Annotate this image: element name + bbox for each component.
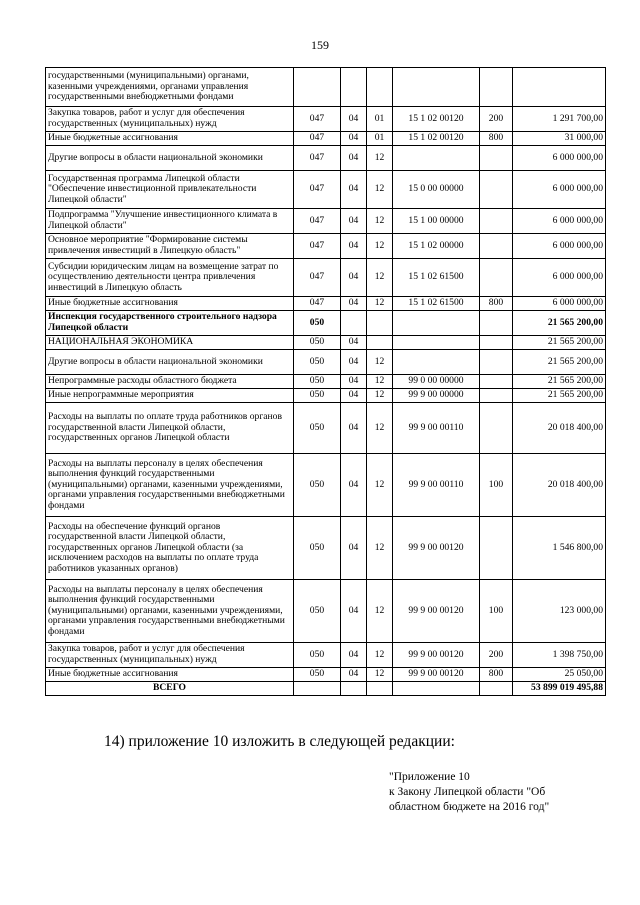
empty-cell (367, 682, 393, 696)
expense-name-cell: Иные бюджетные ассигнования (46, 297, 294, 311)
subsection-code-cell: 12 (367, 403, 393, 454)
expense-type-cell: 800 (480, 132, 513, 146)
subsection-code-cell: 12 (367, 389, 393, 403)
table-row (46, 580, 606, 643)
amount-cell: 21 565 200,00 (513, 375, 606, 389)
section-code-cell: 04 (341, 146, 367, 171)
admin-code-cell: 050 (294, 668, 341, 682)
section-code-cell: 04 (341, 171, 367, 209)
expense-name-cell: Расходы на выплаты персоналу в целях обеспечения выполнения функций государственными (муниципальными) органами, казенными учреждениями, органами управления государственными внебюджетными фондами (46, 454, 294, 517)
amount-cell: 31 000,00 (513, 132, 606, 146)
section-code-cell: 04 (341, 580, 367, 643)
expense-type-cell (480, 311, 513, 336)
subsection-code-cell (367, 311, 393, 336)
amount-cell: 1 291 700,00 (513, 107, 606, 132)
expense-name-cell: Субсидии юридическим лицам на возмещение затрат по осуществлению деятельности центра привлечения инвестиций в Липецкую область (46, 259, 294, 297)
expense-name-cell: Основное мероприятие "Формирование системы привлечения инвестиций в Липецкую область" (46, 234, 294, 259)
section-code-cell: 04 (341, 389, 367, 403)
target-article-cell: 99 9 00 00120 (393, 517, 480, 580)
admin-code-cell: 050 (294, 517, 341, 580)
subsection-code-cell: 12 (367, 297, 393, 311)
expense-name-cell: Закупка товаров, работ и услуг для обеспечения государственных (муниципальных) нужд (46, 107, 294, 132)
section-code-cell: 04 (341, 668, 367, 682)
table-row (46, 68, 606, 107)
empty-cell (393, 682, 480, 696)
expense-type-cell (480, 375, 513, 389)
section-code-cell: 04 (341, 336, 367, 350)
subsection-code-cell: 12 (367, 171, 393, 209)
amount-cell: 21 565 200,00 (513, 311, 606, 336)
expense-name-cell: Иные бюджетные ассигнования (46, 668, 294, 682)
expense-type-cell (480, 234, 513, 259)
section-code-cell: 04 (341, 517, 367, 580)
table-row (46, 403, 606, 454)
amount-cell (513, 68, 606, 107)
admin-code-cell: 047 (294, 132, 341, 146)
expense-name-cell: Расходы на выплаты персоналу в целях обеспечения выполнения функций государственными (муниципальными) органами, казенными учреждениями, органами управления государственными внебюджетными фондами (46, 580, 294, 643)
target-article-cell: 99 9 00 00110 (393, 454, 480, 517)
table-row (46, 668, 606, 682)
expense-name-cell: Расходы на выплаты по оплате труда работников органов государственной власти Липецкой области, государственных органов Липецкой области (46, 403, 294, 454)
table-row (46, 107, 606, 132)
expense-type-cell: 800 (480, 297, 513, 311)
appendix-note-line-2: к Закону Липецкой области "Об (389, 786, 546, 798)
expense-name-cell: Другие вопросы в области национальной экономики (46, 350, 294, 375)
table-row (46, 209, 606, 234)
section-code-cell: 04 (341, 454, 367, 517)
section-code-cell: 04 (341, 132, 367, 146)
amount-cell: 21 565 200,00 (513, 350, 606, 375)
section-code-cell: 04 (341, 209, 367, 234)
subsection-code-cell (367, 68, 393, 107)
subsection-code-cell: 12 (367, 375, 393, 389)
table-row (46, 311, 606, 336)
amount-cell: 6 000 000,00 (513, 146, 606, 171)
section-code-cell: 04 (341, 375, 367, 389)
subsection-code-cell: 12 (367, 668, 393, 682)
amount-cell: 21 565 200,00 (513, 389, 606, 403)
admin-code-cell: 047 (294, 146, 341, 171)
table-row (46, 517, 606, 580)
admin-code-cell: 050 (294, 454, 341, 517)
target-article-cell (393, 146, 480, 171)
admin-code-cell: 050 (294, 375, 341, 389)
appendix-note-line-1: "Приложение 10 (389, 771, 470, 783)
section-code-cell (341, 68, 367, 107)
table-row (46, 643, 606, 668)
admin-code-cell (294, 68, 341, 107)
target-article-cell: 99 9 00 00110 (393, 403, 480, 454)
subsection-code-cell: 12 (367, 454, 393, 517)
subsection-code-cell: 12 (367, 643, 393, 668)
table-row (46, 389, 606, 403)
table-row (46, 336, 606, 350)
appendix-note (389, 770, 549, 815)
expense-name-cell: Подпрограмма "Улучшение инвестиционного климата в Липецкой области" (46, 209, 294, 234)
table-row (46, 171, 606, 209)
target-article-cell: 15 1 02 00120 (393, 107, 480, 132)
expense-type-cell (480, 146, 513, 171)
admin-code-cell: 047 (294, 234, 341, 259)
expense-type-cell (480, 350, 513, 375)
expense-name-cell: Другие вопросы в области национальной экономики (46, 146, 294, 171)
expense-type-cell (480, 403, 513, 454)
amount-cell: 6 000 000,00 (513, 209, 606, 234)
target-article-cell: 15 1 02 61500 (393, 297, 480, 311)
subsection-code-cell: 01 (367, 107, 393, 132)
admin-code-cell: 047 (294, 171, 341, 209)
target-article-cell: 99 9 00 00120 (393, 668, 480, 682)
table-row (46, 350, 606, 375)
target-article-cell: 15 1 02 61500 (393, 259, 480, 297)
target-article-cell: 99 9 00 00120 (393, 580, 480, 643)
expense-type-cell (480, 171, 513, 209)
amount-cell: 6 000 000,00 (513, 234, 606, 259)
expense-name-cell: Расходы на обеспечение функций органов государственной власти Липецкой области, государственных органов Липецкой области (за исключением расходов на выплаты по оплате труда работников указанных органов) (46, 517, 294, 580)
expense-name-cell: Непрограммные расходы областного бюджета (46, 375, 294, 389)
expense-type-cell: 200 (480, 107, 513, 132)
table-row (46, 146, 606, 171)
subsection-code-cell: 12 (367, 146, 393, 171)
admin-code-cell: 050 (294, 336, 341, 350)
amount-cell: 21 565 200,00 (513, 336, 606, 350)
subsection-code-cell: 12 (367, 234, 393, 259)
expense-name-cell: Иные бюджетные ассигнования (46, 132, 294, 146)
total-amount: 53 899 019 495,88 (513, 682, 606, 696)
target-article-cell: 15 1 02 00120 (393, 132, 480, 146)
amount-cell: 6 000 000,00 (513, 259, 606, 297)
expense-name-cell: Государственная программа Липецкой области "Обеспечение инвестиционной привлекательности Липецкой области" (46, 171, 294, 209)
expense-type-cell (480, 209, 513, 234)
expense-type-cell: 800 (480, 668, 513, 682)
table-row (46, 132, 606, 146)
admin-code-cell: 050 (294, 403, 341, 454)
expense-type-cell (480, 517, 513, 580)
budget-table (45, 67, 606, 696)
amount-cell: 6 000 000,00 (513, 171, 606, 209)
target-article-cell: 15 1 02 00000 (393, 234, 480, 259)
expense-type-cell: 100 (480, 454, 513, 517)
expense-name-cell: Закупка товаров, работ и услуг для обеспечения государственных (муниципальных) нужд (46, 643, 294, 668)
expense-name-cell: Инспекция государственного строительного надзора Липецкой области (46, 311, 294, 336)
subsection-code-cell: 01 (367, 132, 393, 146)
target-article-cell: 99 0 00 00000 (393, 375, 480, 389)
section-code-cell: 04 (341, 350, 367, 375)
budget-table-body (46, 68, 606, 696)
target-article-cell (393, 350, 480, 375)
section-code-cell: 04 (341, 643, 367, 668)
empty-cell (480, 682, 513, 696)
target-article-cell (393, 336, 480, 350)
expense-name-cell: Иные непрограммные мероприятия (46, 389, 294, 403)
admin-code-cell: 050 (294, 389, 341, 403)
empty-cell (294, 682, 341, 696)
expense-type-cell (480, 336, 513, 350)
empty-cell (341, 682, 367, 696)
table-row (46, 259, 606, 297)
target-article-cell: 15 0 00 00000 (393, 171, 480, 209)
section-code-cell: 04 (341, 403, 367, 454)
target-article-cell: 99 9 00 00000 (393, 389, 480, 403)
amount-cell: 20 018 400,00 (513, 454, 606, 517)
expense-type-cell: 100 (480, 580, 513, 643)
target-article-cell (393, 311, 480, 336)
amount-cell: 6 000 000,00 (513, 297, 606, 311)
expense-type-cell (480, 389, 513, 403)
expense-type-cell (480, 259, 513, 297)
expense-name-cell: НАЦИОНАЛЬНАЯ ЭКОНОМИКА (46, 336, 294, 350)
table-row (46, 454, 606, 517)
total-row (46, 682, 606, 696)
subsection-code-cell (367, 336, 393, 350)
target-article-cell: 99 9 00 00120 (393, 643, 480, 668)
appendix-note-line-3: областном бюджете на 2016 год" (389, 801, 550, 813)
subsection-code-cell: 12 (367, 259, 393, 297)
amount-cell: 20 018 400,00 (513, 403, 606, 454)
table-row (46, 375, 606, 389)
section-code-cell: 04 (341, 234, 367, 259)
expense-name-cell: государственными (муниципальными) органами, казенными учреждениями, органами управления государственными внебюджетными фондами (46, 68, 294, 107)
admin-code-cell: 050 (294, 311, 341, 336)
admin-code-cell: 047 (294, 107, 341, 132)
admin-code-cell: 050 (294, 580, 341, 643)
subsection-code-cell: 12 (367, 517, 393, 580)
section-code-cell: 04 (341, 297, 367, 311)
admin-code-cell: 047 (294, 259, 341, 297)
subsection-code-cell: 12 (367, 580, 393, 643)
amount-cell: 1 546 800,00 (513, 517, 606, 580)
admin-code-cell: 047 (294, 297, 341, 311)
amendment-item-14: 14) приложение 10 изложить в следующей редакции: (104, 733, 455, 750)
section-code-cell: 04 (341, 259, 367, 297)
section-code-cell (341, 311, 367, 336)
page-number: 159 (311, 38, 329, 52)
amount-cell: 25 050,00 (513, 668, 606, 682)
amount-cell: 1 398 750,00 (513, 643, 606, 668)
table-row (46, 297, 606, 311)
subsection-code-cell: 12 (367, 350, 393, 375)
target-article-cell: 15 1 00 00000 (393, 209, 480, 234)
total-label: ВСЕГО (46, 682, 294, 696)
expense-type-cell (480, 68, 513, 107)
subsection-code-cell: 12 (367, 209, 393, 234)
target-article-cell (393, 68, 480, 107)
admin-code-cell: 050 (294, 350, 341, 375)
table-row (46, 234, 606, 259)
admin-code-cell: 050 (294, 643, 341, 668)
section-code-cell: 04 (341, 107, 367, 132)
admin-code-cell: 047 (294, 209, 341, 234)
expense-type-cell: 200 (480, 643, 513, 668)
amount-cell: 123 000,00 (513, 580, 606, 643)
